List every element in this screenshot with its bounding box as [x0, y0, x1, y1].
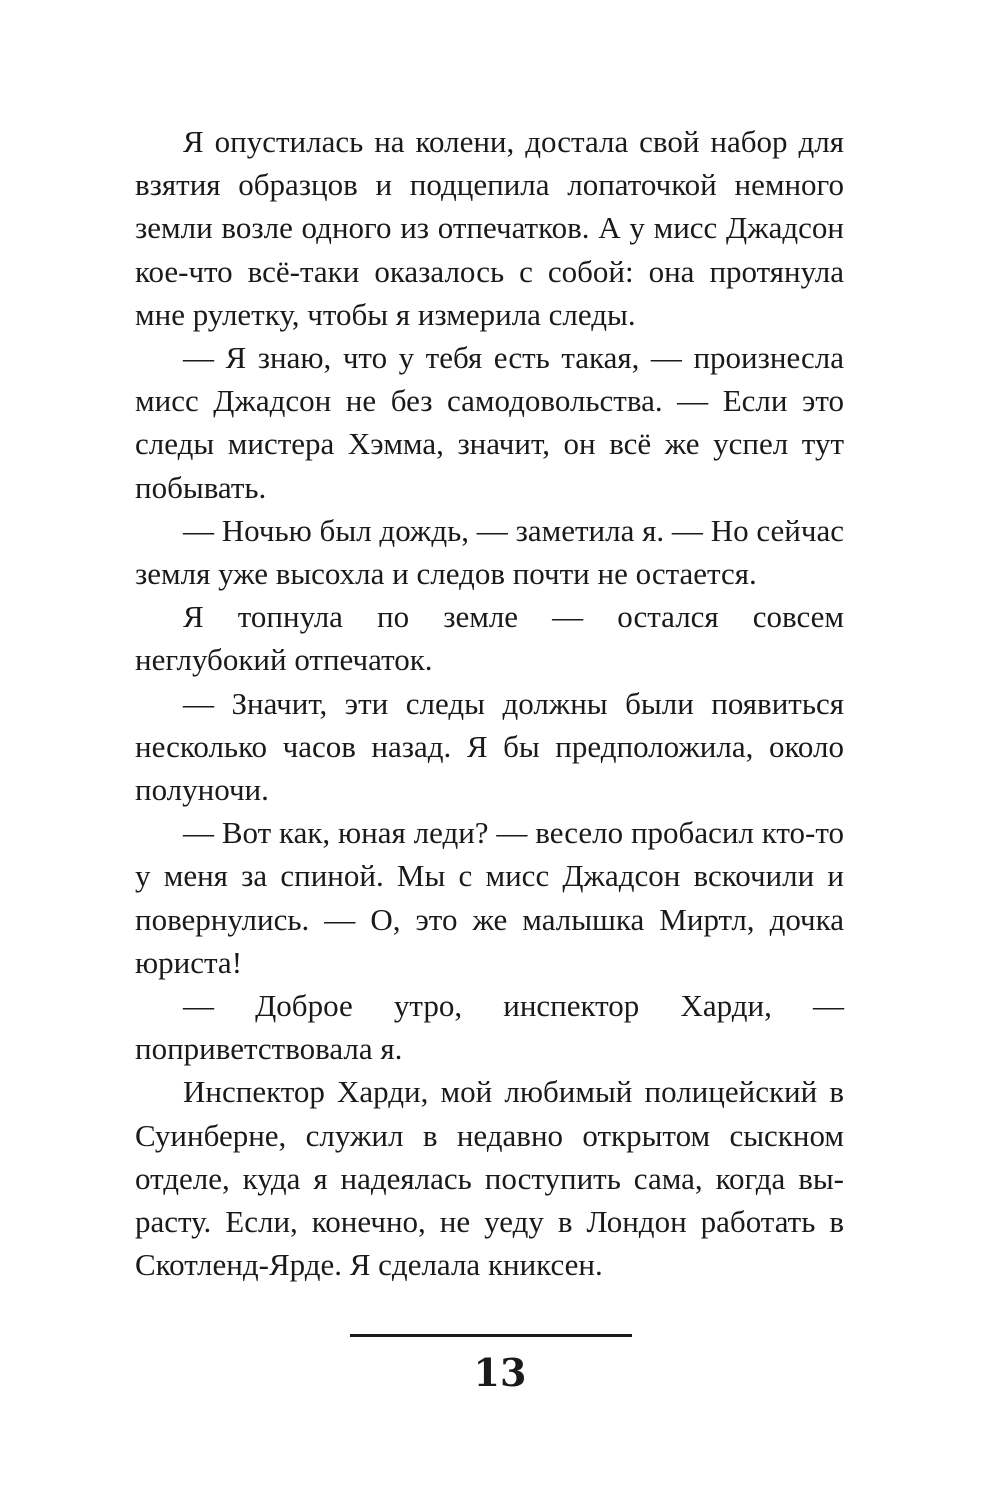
- page-text-block: [135, 120, 844, 1286]
- paragraph-8: Инспектор Харди, мой любимый полицейский в Суинберне, служил в недавно открытом сыскном отделе, куда я надеялась поступить сама, когда вырасту. Если, конечно, не уеду в Лондон работать в Скотленд-Ярде. Я сделала книксен.: [135, 1074, 844, 1283]
- paragraph-6: — Вот как, юная леди? — весело пробасил кто-то у меня за спиной. Мы с мисс Джадсон вскочили и повернулись. — О, это же малышка Миртл, дочка юриста!: [135, 815, 844, 980]
- paragraph-1: Я опустилась на колени, достала свой набор для взятия образцов и подцепила лопаточкой немного земли возле одного из отпечатков. А у мисс Джадсон кое-что всё-таки оказалось с собой: она протянула мне рулетку, чтобы я измерила следы.: [135, 124, 844, 332]
- paragraph-4: Я топнула по земле — остался совсем неглубокий отпечаток.: [135, 599, 844, 678]
- paragraph-5: — Значит, эти следы должны были появиться несколько часов назад. Я бы предположила, около полуночи.: [135, 685, 844, 808]
- page-number-divider: [350, 1334, 632, 1337]
- paragraph-3: — Ночью был дождь, — заметила я. — Но сейчас земля уже высохла и следов почти не остается.: [135, 512, 844, 592]
- page-number: 13: [473, 1350, 527, 1395]
- paragraph-2: — Я знаю, что у тебя есть такая, — произнесла мисс Джадсон не без самодовольства. — Если это следы мистера Хэмма, значит, он всё же успел тут побывать.: [135, 340, 844, 505]
- paragraph-7: — Доброе утро, инспектор Харди, — поприветствовала я.: [135, 988, 844, 1067]
